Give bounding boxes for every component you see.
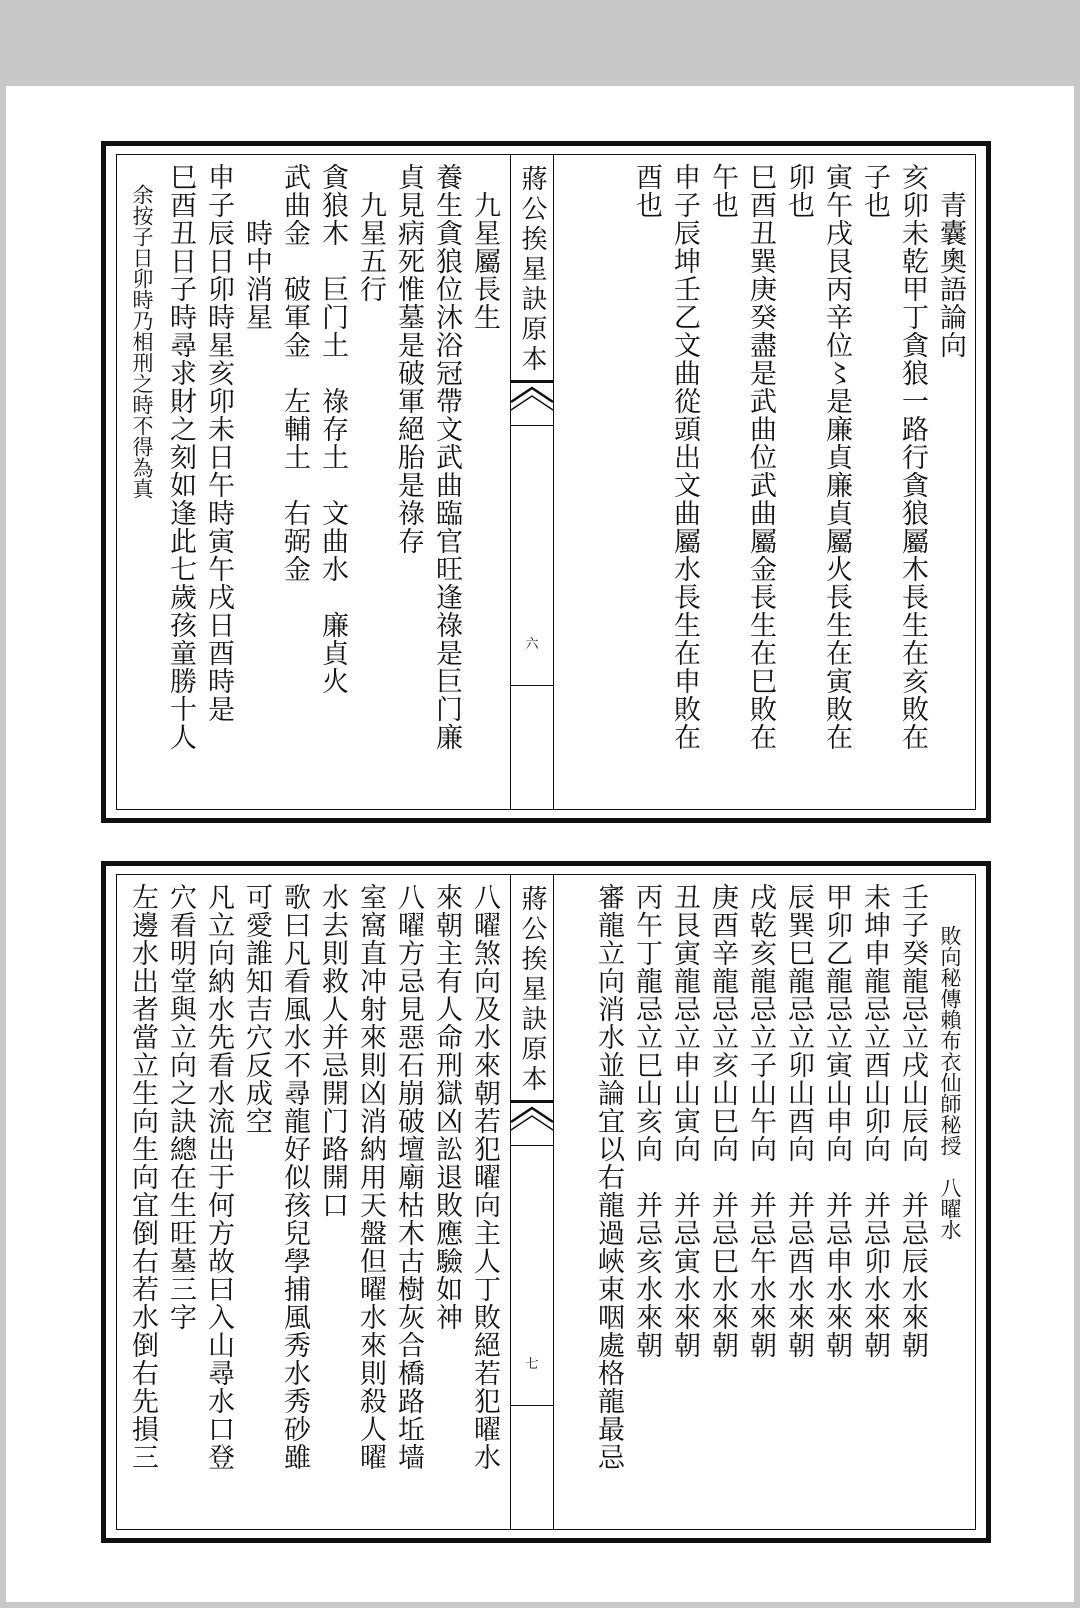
text-column: 穴看明堂與立向之訣總在生旺墓三字: [165, 883, 196, 1331]
left-half-text: [117, 155, 509, 809]
text-column: 貞見病死惟墓是破軍絕胎是祿存: [393, 163, 424, 555]
center-spine: [510, 155, 554, 809]
text-column: 水去則救人并忌開门路開口: [317, 883, 348, 1219]
text-column: 九星屬長生: [469, 163, 500, 331]
text-column: 敗向秘傳賴布衣仙師秘授 八曜水: [938, 883, 962, 1240]
book-leaf-page-7: [101, 861, 991, 1543]
text-column: 養生貪狼位沐浴冠帶文武曲臨官旺逢祿是巨门廉: [431, 163, 462, 751]
text-column: 武曲金 破軍金 左輔土 右弼金: [279, 163, 310, 583]
text-column: 丙午丁龍忌立巳山亥向 并忌亥水來朝: [631, 883, 662, 1359]
text-column: 來朝主有人命刑獄凶訟退敗應驗如神: [431, 883, 462, 1331]
text-column: 歌曰凡看風水不尋龍好似孩兒學捕風秀水秀砂雖: [279, 883, 310, 1471]
text-column: 審龍立向消水並論宜以右龍過峽束咽處格龍最忌: [593, 883, 624, 1471]
text-column: 余按子日卯時乃相刑之時不得為真: [130, 163, 154, 499]
text-column: 未坤申龍忌立酉山卯向 并忌卯水來朝: [859, 883, 890, 1359]
fish-tail-mark: [511, 1100, 553, 1140]
text-column: 可愛誰知吉穴反成空: [241, 883, 272, 1135]
text-column: 八曜方忌見惡石崩破壇廟枯木古樹灰合橋路坵墙: [393, 883, 424, 1471]
page-number: 七: [525, 1357, 539, 1372]
text-column: 巳酉丑日子時尋求財之刻如逢此七歲孩童勝十人: [165, 163, 196, 751]
text-column: 申子辰日卯時星亥卯未日午時寅午戌日酉時是: [203, 163, 234, 723]
book-leaf-page-6: [101, 141, 991, 823]
text-column: 巳酉丑巽庚癸盡是武曲位武曲屬金長生在巳敗在: [745, 163, 776, 751]
text-column: 子也: [859, 163, 890, 219]
spine-book-title: 蔣公挨星訣原本: [517, 165, 547, 375]
text-column: 甲卯乙龍忌立寅山申向 并忌申水來朝: [821, 883, 852, 1359]
text-column: 九星五行: [355, 163, 386, 303]
spine-book-title: 蔣公挨星訣原本: [517, 885, 547, 1095]
text-column: 凡立向納水先看水流出于何方故曰入山尋水口登: [203, 883, 234, 1471]
page-number: 六: [525, 637, 539, 652]
text-column: 八曜煞向及水來朝若犯曜向主人丁敗絕若犯曜水: [469, 883, 500, 1471]
left-half-text: [117, 875, 509, 1529]
text-column: 戌乾亥龍忌立子山午向 并忌午水來朝: [745, 883, 776, 1359]
text-column: 申子辰坤壬乙文曲從頭出文曲屬水長生在申敗在: [669, 163, 700, 751]
text-column: 庚酉辛龍忌立亥山巳向 并忌巳水來朝: [707, 883, 738, 1359]
text-column: 時中消星: [241, 163, 272, 331]
center-spine: [510, 875, 554, 1529]
text-frame: [116, 154, 976, 810]
right-half-text: [553, 875, 975, 1529]
text-column: 寅午戌艮丙辛位〻是廉貞廉貞屬火長生在寅敗在: [821, 163, 852, 751]
text-column: 壬子癸龍忌立戌山辰向 并忌辰水來朝: [897, 883, 928, 1359]
text-column: 辰巽巳龍忌立卯山酉向 并忌酉水來朝: [783, 883, 814, 1359]
text-column: 卯也: [783, 163, 814, 219]
text-frame: [116, 874, 976, 1530]
fish-tail-mark: [511, 380, 553, 420]
text-column: 午也: [707, 163, 738, 219]
text-column: 亥卯未乾甲丁貪狼一路行貪狼屬木長生在亥敗在: [897, 163, 928, 751]
text-column: 丑艮寅龍忌立申山寅向 并忌寅水來朝: [669, 883, 700, 1359]
text-column: 貪狼木 巨门土 祿存土 文曲水 廉貞火: [317, 163, 348, 695]
right-half-text: [553, 155, 975, 809]
text-column: 室窩直冲射來則凶消納用天盤但曜水來則殺人曜: [355, 883, 386, 1471]
scanned-page: [6, 86, 1074, 1602]
text-column: 左邊水出者當立生向生向宜倒右若水倒右先損三: [127, 883, 158, 1471]
text-column: 青囊奧語論向: [935, 163, 966, 359]
text-column: 酉也: [631, 163, 662, 219]
